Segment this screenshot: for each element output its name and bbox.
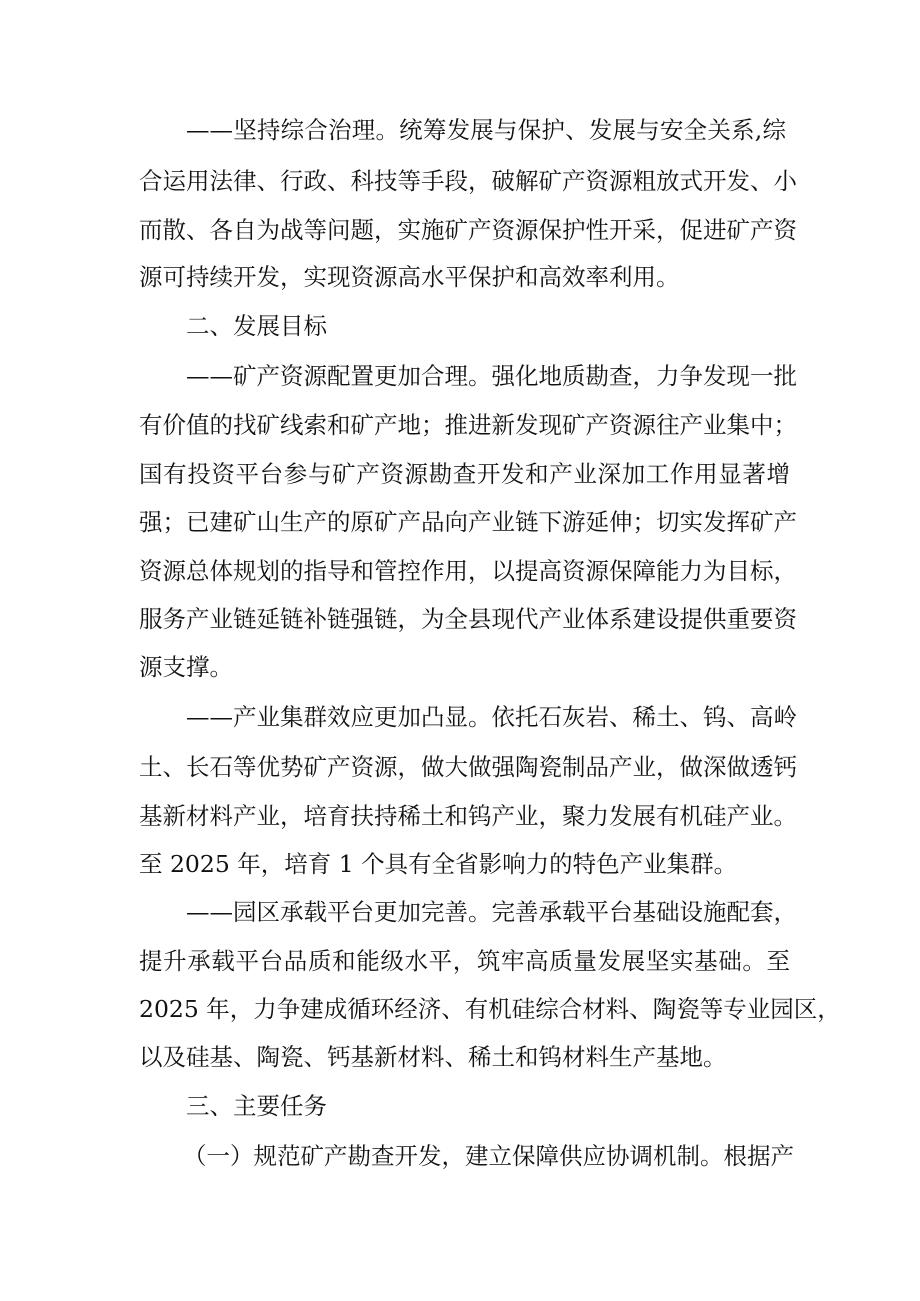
line-text: 土、长石等优势矿产资源，做大做强陶瓷制品产业，做深做透钙 bbox=[139, 753, 797, 781]
line-text: 有价值的找矿线索和矿产地；推进新发现矿产资源往产业集中； bbox=[139, 411, 797, 439]
text-line bbox=[0, 597, 920, 641]
text-line bbox=[0, 403, 920, 447]
text-line bbox=[0, 159, 920, 203]
line-text: 源可持续开发，实现资源高水平保护和高效率利用。 bbox=[139, 263, 680, 291]
line-text: ——矿产资源配置更加合理。强化地质勘查，力争发现一批 bbox=[186, 362, 797, 390]
text-line bbox=[0, 695, 920, 739]
line-text: 服务产业链延链补链强链，为全县现代产业体系建设提供重要资 bbox=[139, 605, 797, 633]
line-text: ——园区承载平台更加完善。完善承载平台基础设施配套， bbox=[186, 898, 797, 926]
line-text: 合运用法律、行政、科技等手段，破解矿产资源粗放式开发、小 bbox=[139, 167, 797, 195]
text-line bbox=[0, 645, 920, 689]
text-line bbox=[0, 255, 920, 299]
text-line bbox=[0, 745, 920, 789]
line-text: 以及硅基、陶瓷、钙基新材料、稀土和钨材料生产基地。 bbox=[139, 1043, 727, 1071]
line-text: 国有投资平台参与矿产资源勘查开发和产业深加工作用显著增 bbox=[139, 460, 790, 488]
text-line bbox=[0, 842, 920, 886]
section-heading bbox=[0, 304, 920, 348]
text-line bbox=[0, 208, 920, 252]
text-line bbox=[0, 452, 920, 496]
line-text: 资源总体规划的指导和管控作用，以提高资源保障能力为目标， bbox=[139, 557, 797, 585]
heading-text: 二、发展目标 bbox=[186, 312, 327, 340]
text-line bbox=[0, 939, 920, 983]
text-line bbox=[0, 1134, 920, 1178]
section-heading bbox=[0, 1084, 920, 1128]
line-text: 而散、各自为战等问题，实施矿产资源保护性开采，促进矿产资 bbox=[139, 216, 797, 244]
text-line bbox=[0, 987, 920, 1031]
text-line bbox=[0, 794, 920, 838]
text-line bbox=[0, 108, 920, 152]
line-text: 强；已建矿山生产的原矿产品向产业链下游延伸；切实发挥矿产 bbox=[139, 508, 797, 536]
line-text: 源支撑。 bbox=[139, 653, 233, 681]
text-line bbox=[0, 354, 920, 398]
line-text: 2025 年，力争建成循环经济、有机硅综合材料、陶瓷等专业园区， bbox=[139, 995, 841, 1023]
text-line bbox=[0, 1035, 920, 1079]
line-text: （一）规范矿产勘查开发，建立保障供应协调机制。根据产 bbox=[183, 1142, 794, 1170]
line-text: ——坚持综合治理。统筹发展与保护、发展与安全关系,综 bbox=[186, 116, 786, 144]
text-line bbox=[0, 549, 920, 593]
line-text: 提升承载平台品质和能级水平，筑牢高质量发展坚实基础。至 bbox=[139, 947, 790, 975]
heading-text: 三、主要任务 bbox=[186, 1092, 327, 1120]
line-text: ——产业集群效应更加凸显。依托石灰岩、稀土、钨、高岭 bbox=[186, 703, 797, 731]
text-line bbox=[0, 500, 920, 544]
line-text: 基新材料产业，培育扶持稀土和钨产业，聚力发展有机硅产业。 bbox=[139, 802, 797, 830]
line-text: 至 2025 年，培育 1 个具有全省影响力的特色产业集群。 bbox=[139, 850, 738, 878]
text-line bbox=[0, 890, 920, 934]
